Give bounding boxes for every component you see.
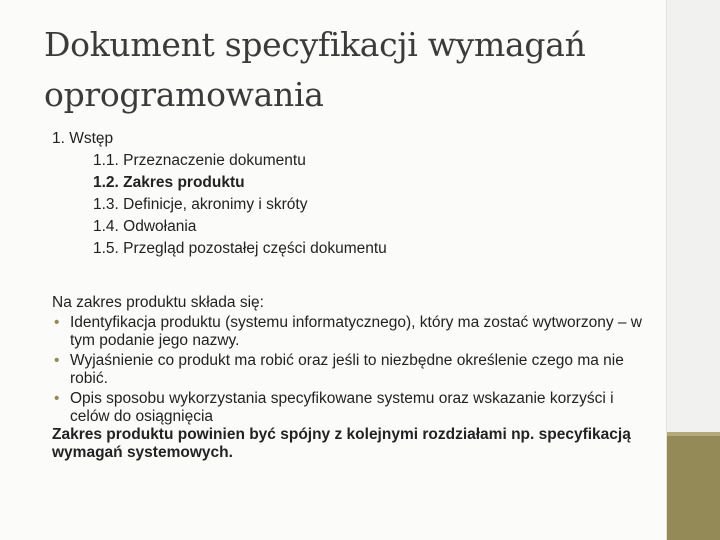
table-of-contents: [52, 128, 387, 260]
slide-title-line-2: oprogramowania: [44, 75, 324, 114]
body-conclusion: Zakres produktu powinien być spójny z kolejnymi rozdziałami np. specyfikacją wymagań systemowych.: [52, 426, 631, 461]
bullet-text: Wyjaśnienie co produkt ma robić oraz jeśli to niezbędne określenie czego ma nie robić.: [70, 352, 624, 387]
accent-block-edge: [667, 432, 720, 436]
bullet-icon: •: [54, 314, 60, 331]
bullet-text: Opis sposobu wykorzystania specyfikowane systemu oraz wskazanie korzyści i celów do osiągnięcia: [70, 390, 614, 425]
slide-title-line-1: Dokument specyfikacji wymagań: [44, 25, 586, 64]
bullet-item: [52, 352, 642, 388]
toc-item-highlighted: 1.2. Zakres produktu: [93, 174, 245, 191]
bullet-icon: •: [54, 352, 60, 369]
slide-title: [44, 20, 644, 120]
toc-item: 1.5. Przegląd pozostałej części dokumentu: [93, 240, 387, 257]
toc-heading: 1. Wstęp: [52, 130, 114, 147]
accent-block: [667, 432, 720, 540]
bullet-item: [52, 390, 642, 426]
body-intro: Na zakres produktu składa się:: [52, 294, 264, 311]
bullet-text: Identyfikacja produktu (systemu informatycznego), który ma zostać wytworzony – w tym podanie jego nazwy.: [70, 314, 642, 349]
body-text: [52, 294, 642, 462]
toc-item: 1.3. Definicje, akronimy i skróty: [93, 196, 308, 213]
toc-item: 1.1. Przeznaczenie dokumentu: [93, 152, 306, 169]
bullet-list: [52, 314, 642, 426]
bullet-icon: •: [54, 390, 60, 407]
bullet-item: [52, 314, 642, 350]
toc-item: 1.4. Odwołania: [93, 218, 197, 235]
